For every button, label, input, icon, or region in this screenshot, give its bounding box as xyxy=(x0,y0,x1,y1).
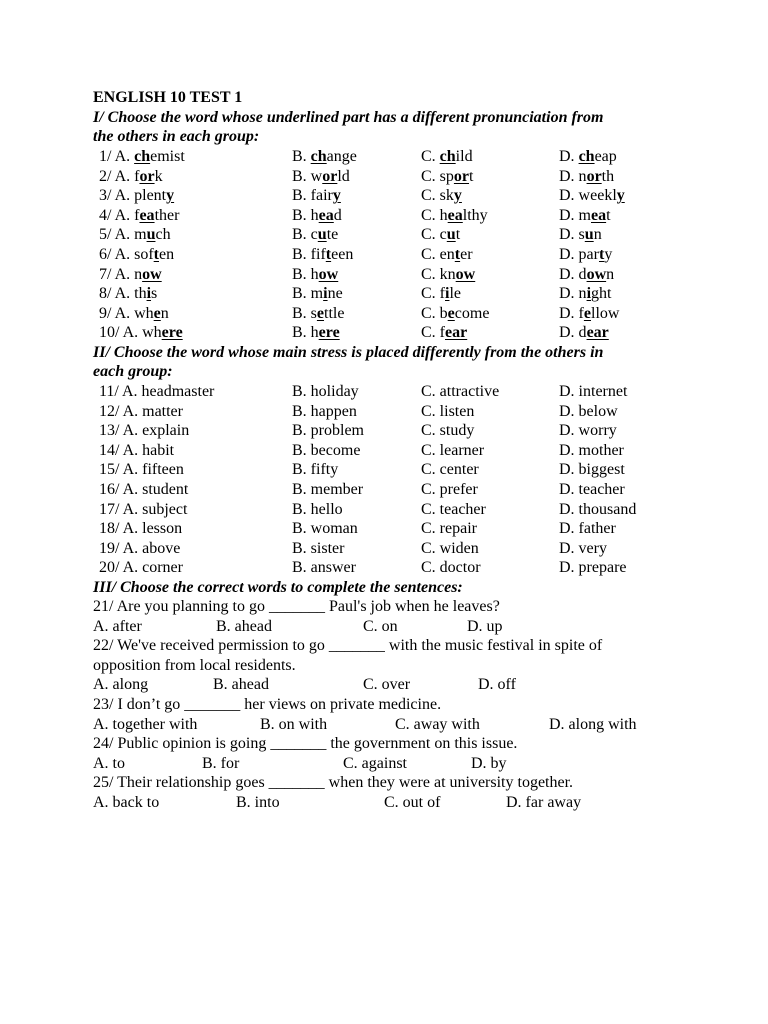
answer-option: B. ahead xyxy=(213,676,269,694)
answer-option: 9/ A. when xyxy=(99,304,169,322)
underlined-part: ea xyxy=(591,206,607,224)
section2-row xyxy=(0,558,768,578)
underlined-part: y xyxy=(616,187,625,205)
answer-option: A. to xyxy=(93,754,125,772)
answer-option: B. for xyxy=(202,754,240,772)
answer-option: C. on xyxy=(363,617,398,635)
answer-option: C. attractive xyxy=(421,383,500,400)
answer-option: C. child xyxy=(421,148,473,165)
underlined-part: t xyxy=(153,246,159,263)
question-text: 21/ Are you planning to go _______ Paul's job when he leaves? xyxy=(93,598,500,615)
answer-option: B. head xyxy=(292,206,342,224)
answer-option: C. teacher xyxy=(421,500,486,518)
test-title: ENGLISH 10 TEST 1 xyxy=(93,89,243,106)
section2-row xyxy=(0,519,768,539)
answer-option: 16/ A. student xyxy=(99,481,189,498)
answer-option: A. along xyxy=(93,676,149,694)
underlined-part: y xyxy=(166,187,175,205)
question-options xyxy=(0,715,768,735)
answer-option: 4/ A. feather xyxy=(99,206,180,224)
underlined-part: ea xyxy=(139,206,155,224)
answer-option: D. worry xyxy=(559,422,617,440)
underlined-part: or xyxy=(453,167,470,185)
answer-option: D. internet xyxy=(559,383,628,400)
section1-row xyxy=(0,245,768,265)
section2-row xyxy=(0,402,768,422)
answer-option: D. below xyxy=(559,402,618,420)
answer-option: 8/ A. this xyxy=(99,285,158,303)
section1-row xyxy=(0,147,768,167)
answer-option: B. problem xyxy=(292,422,364,440)
question-options xyxy=(0,617,768,637)
answer-option: C. listen xyxy=(421,402,475,420)
section2-heading-line2: each group: xyxy=(93,363,173,380)
answer-option: D. weekly xyxy=(559,187,625,205)
answer-option: D. fellow xyxy=(559,304,620,322)
underlined-part: u xyxy=(317,226,327,244)
answer-option: D. sun xyxy=(559,226,602,244)
underlined-part: ow xyxy=(455,265,476,283)
answer-option: 10/ A. where xyxy=(99,324,183,342)
section1-row xyxy=(0,225,768,245)
question-options xyxy=(0,675,768,695)
answer-option: 12/ A. matter xyxy=(99,402,183,420)
answer-option: 11/ A. headmaster xyxy=(99,383,215,400)
answer-option: C. center xyxy=(421,461,479,479)
question-text: opposition from local residents. xyxy=(93,656,296,674)
answer-option: 6/ A. soften xyxy=(99,246,175,263)
underlined-part: ea xyxy=(447,206,463,224)
answer-option: B. on with xyxy=(260,715,328,733)
answer-option: D. down xyxy=(559,265,615,283)
underlined-part: u xyxy=(146,226,156,244)
answer-option: 18/ A. lesson xyxy=(99,520,183,538)
underlined-part: ch xyxy=(439,148,456,165)
underlined-part: or xyxy=(139,167,155,185)
section3-heading: III/ Choose the correct words to complete the sentences: xyxy=(93,579,463,596)
answer-option: D. far away xyxy=(506,794,582,811)
question-options xyxy=(0,754,768,774)
answer-option: D. off xyxy=(478,676,516,694)
answer-option: D. thousand xyxy=(559,500,637,518)
section1-row xyxy=(0,265,768,285)
answer-option: 3/ A. plenty xyxy=(99,187,175,205)
underlined-part: ow xyxy=(586,265,607,283)
answer-option: D. mother xyxy=(559,441,624,459)
underlined-part: e xyxy=(153,304,161,322)
answer-option: B. holiday xyxy=(292,383,359,400)
answer-option: B. answer xyxy=(292,559,356,577)
answer-option: D. along with xyxy=(549,715,637,733)
underlined-part: y xyxy=(453,187,462,205)
underlined-part: ch xyxy=(578,148,595,165)
answer-option: A. after xyxy=(93,617,142,635)
answer-option: C. healthy xyxy=(421,206,488,224)
section2-row xyxy=(0,382,768,402)
underlined-part: e xyxy=(316,304,325,322)
answer-option: D. party xyxy=(559,246,613,263)
answer-option: B. sister xyxy=(292,539,345,557)
underlined-part: e xyxy=(583,304,591,322)
section2-heading-line1: II/ Choose the word whose main stress is placed differently from the others in xyxy=(93,344,604,361)
section2-row xyxy=(0,421,768,441)
answer-option: D. prepare xyxy=(559,559,627,577)
answer-option: D. north xyxy=(559,167,615,185)
answer-option: C. fear xyxy=(421,324,468,342)
answer-option: 20/ A. corner xyxy=(99,559,183,577)
underlined-part: e xyxy=(447,304,455,322)
answer-option: 2/ A. fork xyxy=(99,167,163,185)
answer-option: 13/ A. explain xyxy=(99,422,190,440)
section2-row xyxy=(0,460,768,480)
answer-option: C. prefer xyxy=(421,481,478,498)
answer-option: C. doctor xyxy=(421,559,481,577)
answer-option: D. night xyxy=(559,285,612,303)
answer-option: D. dear xyxy=(559,324,609,342)
section1-heading-line2: the others in each group: xyxy=(93,128,260,145)
answer-option: D. by xyxy=(471,754,507,772)
answer-option: B. become xyxy=(292,441,361,459)
section1-row xyxy=(0,284,768,304)
underlined-part: or xyxy=(322,167,338,185)
answer-option: D. cheap xyxy=(559,148,617,165)
answer-option: B. fifteen xyxy=(292,246,354,263)
answer-option: 19/ A. above xyxy=(99,539,181,557)
section1-row xyxy=(0,323,768,343)
answer-option: D. teacher xyxy=(559,481,625,498)
underlined-part: ear xyxy=(586,324,609,342)
underlined-part: u xyxy=(446,226,456,244)
underlined-part: ch xyxy=(310,148,327,165)
answer-option: C. out of xyxy=(384,794,441,811)
answer-option: B. world xyxy=(292,167,350,185)
section1-row xyxy=(0,167,768,187)
answer-option: B. settle xyxy=(292,304,345,322)
question-text: 23/ I don’t go _______ her views on private medicine. xyxy=(93,696,442,713)
answer-option: C. sport xyxy=(421,167,474,185)
question-text: 22/ We've received permission to go _______ with the music festival in spite of xyxy=(93,637,603,655)
section2-row xyxy=(0,441,768,461)
answer-option: D. biggest xyxy=(559,461,625,479)
section2-row xyxy=(0,480,768,500)
section1-heading-line1: I/ Choose the word whose underlined part has a different pronunciation from xyxy=(93,109,604,126)
underlined-part: u xyxy=(584,226,594,244)
answer-option: C. sky xyxy=(421,187,462,205)
answer-option: B. member xyxy=(292,481,364,498)
answer-option: A. together with xyxy=(93,715,198,733)
answer-option: C. cut xyxy=(421,226,461,244)
section1-row xyxy=(0,206,768,226)
section2-row xyxy=(0,500,768,520)
underlined-part: i xyxy=(445,285,450,303)
answer-option: D. father xyxy=(559,520,616,538)
section1-row xyxy=(0,186,768,206)
underlined-part: ow xyxy=(142,265,162,283)
answer-option: C. enter xyxy=(421,246,473,263)
answer-option: C. over xyxy=(363,676,411,694)
underlined-part: ear xyxy=(445,324,468,342)
answer-option: D. up xyxy=(467,617,503,635)
underlined-part: t xyxy=(454,246,461,263)
answer-option: D. meat xyxy=(559,206,611,224)
underlined-part: i xyxy=(586,285,592,303)
underlined-part: or xyxy=(586,167,602,185)
answer-option: D. very xyxy=(559,539,607,557)
section2-row xyxy=(0,539,768,559)
underlined-part: ch xyxy=(134,148,151,165)
answer-option: 14/ A. habit xyxy=(99,441,175,459)
question-text: 24/ Public opinion is going _______ the government on this issue. xyxy=(93,735,518,753)
answer-option: B. hello xyxy=(292,500,343,518)
underlined-part: i xyxy=(146,285,152,303)
underlined-part: ow xyxy=(318,265,339,283)
answer-option: C. learner xyxy=(421,441,485,459)
answer-option: C. study xyxy=(421,422,475,440)
answer-option: C. repair xyxy=(421,520,477,538)
answer-option: B. happen xyxy=(292,402,357,420)
answer-option: C. file xyxy=(421,285,461,303)
answer-option: B. here xyxy=(292,324,340,342)
answer-option: B. change xyxy=(292,148,357,165)
answer-option: B. mine xyxy=(292,285,343,303)
underlined-part: t xyxy=(325,246,332,263)
answer-option: B. how xyxy=(292,265,339,283)
underlined-part: i xyxy=(323,285,328,303)
answer-option: B. cute xyxy=(292,226,339,244)
answer-option: B. fairy xyxy=(292,187,341,205)
answer-option: C. widen xyxy=(421,539,479,557)
answer-option: C. know xyxy=(421,265,476,283)
answer-option: 1/ A. chemist xyxy=(99,148,185,165)
answer-option: 5/ A. much xyxy=(99,226,171,244)
answer-option: C. become xyxy=(421,304,490,322)
answer-option: 17/ A. subject xyxy=(99,500,188,518)
answer-option: B. woman xyxy=(292,520,358,538)
answer-option: 7/ A. now xyxy=(99,265,162,283)
answer-option: C. away with xyxy=(395,715,480,733)
answer-option: A. back to xyxy=(93,794,160,811)
underlined-part: t xyxy=(598,246,605,263)
question-text: 25/ Their relationship goes _______ when they were at university together. xyxy=(93,774,574,792)
section1-row xyxy=(0,304,768,324)
underlined-part: ere xyxy=(161,324,183,342)
underlined-part: ere xyxy=(318,324,340,342)
underlined-part: ea xyxy=(318,206,334,224)
answer-option: B. fifty xyxy=(292,461,339,479)
answer-option: 15/ A. fifteen xyxy=(99,461,184,479)
answer-option: B. into xyxy=(236,794,280,811)
answer-option: B. ahead xyxy=(216,617,272,635)
question-options xyxy=(0,793,768,813)
underlined-part: y xyxy=(332,187,341,205)
answer-option: C. against xyxy=(343,754,407,772)
